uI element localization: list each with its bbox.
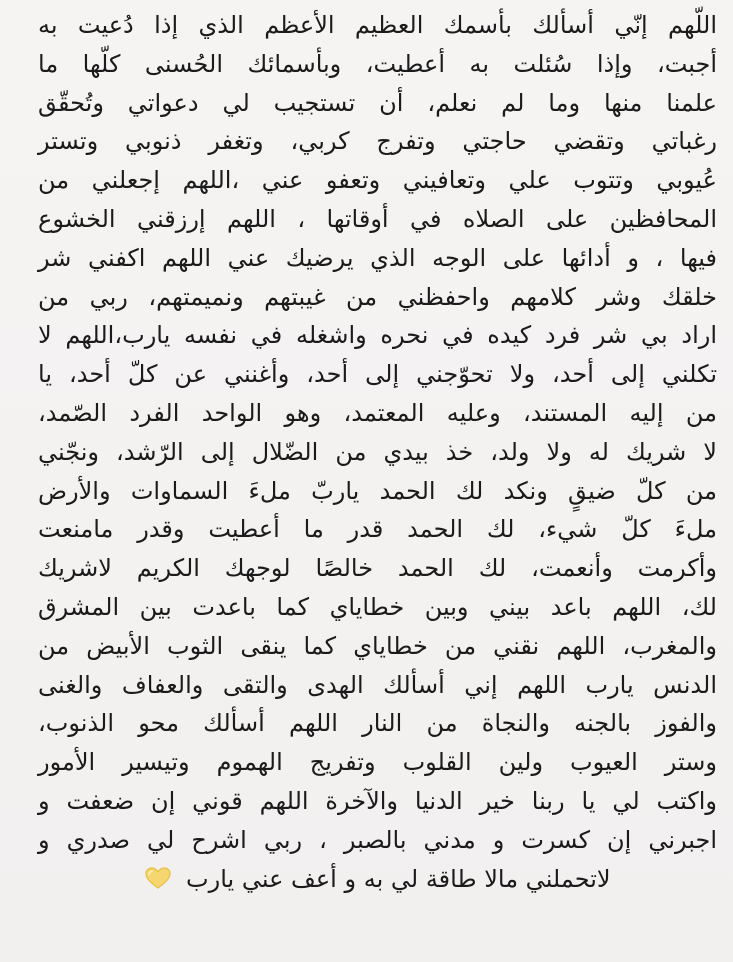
text-line-22: اجبرني إن كسرت و مدني بالصبر ، ربي اشرح لي صدري و bbox=[38, 825, 717, 854]
text-line-16: لك، اللهم باعد بيني وبين خطاياي كما باعدت بين المشرق bbox=[38, 592, 717, 621]
text-line-10: تكلني إلى أحد، ولا تحوّجني إلى أحد، وأغنني عن كلّ أحد، يا bbox=[38, 360, 717, 389]
text-line-18: الدنس يارب اللهم إني أسألك الهدى والتقى والعفاف والغنى bbox=[38, 670, 717, 699]
text-line-14: ملءَ كلّ شيء، لك الحمد قدر ما أعطيت وقدر مامنعت bbox=[38, 515, 717, 544]
text-line-12: لا شريك له ولا ولد، خذ بيدي من الضّلال إلى الرّشد، ونجّني bbox=[38, 437, 717, 466]
text-line-19: والفوز بالجنه والنجاة من النار اللهم أسألك محو الذنوب، bbox=[38, 709, 717, 738]
text-line-21: واكتب لي يا ربنا خير الدنيا والآخرة اللهم قوني إن ضعفت و bbox=[38, 786, 717, 815]
text-line-9: اراد بي شر فرد كيده في نحره واشغله في نفسه يارب،اللهم لا bbox=[38, 321, 717, 350]
text-line-23 bbox=[38, 860, 717, 899]
text-line-8: خلقك وشر كلامهم واحفظني من غيبتهم ونميمتهم، ربي من bbox=[38, 282, 717, 311]
text-line-1: اللّهم إنّي أسألك بأسمك العظيم الأعظم الذي إذا دُعيت به bbox=[38, 11, 717, 39]
text-line-5: عُيوبي وتتوب علي وتعافيني وتعفو عني ،اللهم إجعلني من bbox=[38, 166, 717, 195]
text-line-3: علمنا منها وما لم نعلم، أن تستجيب لي دعواتي وتُحقّق bbox=[38, 88, 717, 117]
text-line-7: فيها ، و أدائها على الوجه الذي يرضيك عني اللهم اكفني شر bbox=[38, 243, 717, 272]
text-line-2: أجبت، وإذا سُئلت به أعطيت، وبأسمائك الحُسنى كلّها ما bbox=[38, 49, 717, 78]
text-line-13: من كلّ ضيقٍ ونكد لك الحمد ياربّ ملءَ السماوات والأرض bbox=[38, 476, 717, 505]
last-line-text: لاتحملني مالا طاقة لي به و أعف عني يارب bbox=[186, 864, 611, 893]
text-line-20: وستر العيوب ولين القلوب وتفريج الهموم وتيسير الأمور bbox=[38, 748, 717, 777]
dua-text bbox=[38, 6, 717, 898]
text-line-15: وأكرمت وأنعمت، لك الحمد خالصًا لوجهك الكريم لاشريك bbox=[38, 554, 717, 583]
text-line-11: من إليه المستند، وعليه المعتمد، وهو الواحد الفرد الصّمد، bbox=[38, 398, 717, 427]
yellow-heart-icon bbox=[144, 863, 172, 887]
text-line-4: رغباتي وتقضي حاجتي وتفرج كربي، وتغفر ذنوبي وتستر bbox=[38, 127, 717, 156]
text-line-6: المحافظين على الصلاه في أوقاتها ، اللهم إرزقني الخشوع bbox=[38, 204, 717, 233]
text-line-17: والمغرب، اللهم نقني من خطاياي كما ينقى الثوب الأبيض من bbox=[38, 631, 717, 660]
